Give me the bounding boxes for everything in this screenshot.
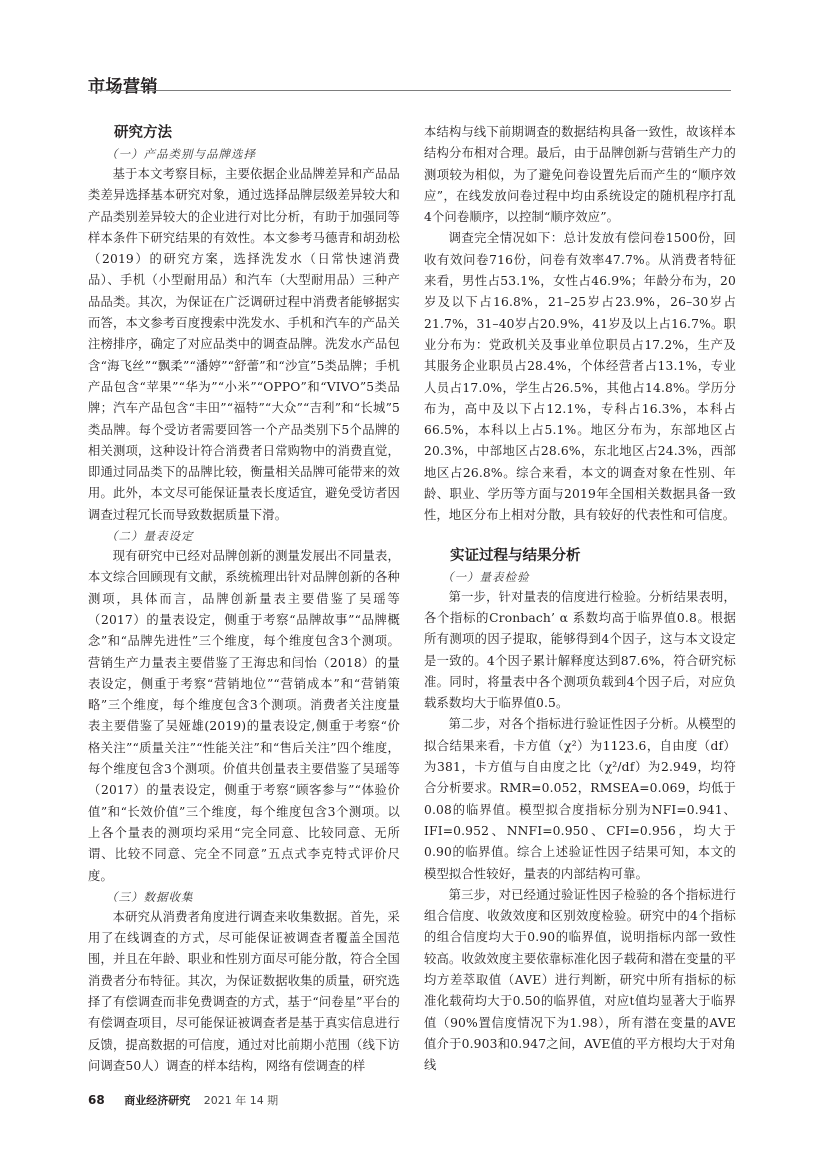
subheading-product-brand: （一）产品类别与品牌选择 [106,147,256,161]
paragraph: 第二步，对各个指标进行验证性因子分析。从模型的拟合结果来看，卡方值（χ²）为1123.6，自由度（df）为381，卡方值与自由度之比（χ²/df）为2.949，均符合分析要求。RMR=0.052，RMSEA=0.069，均低于0.08的临界值。模型拟合度指标分别为NFI=0.941、IFI=0.952、NNFI=0.950、CFI=0.956，均大于0.90的临界值。综合上述验证性因子结果可知，本文的模型拟合性较好，量表的内部结构可靠。 [424,717,736,881]
subheading-scale-test: （一）量表检验 [442,569,530,584]
paragraph: 基于本文考察目标，主要依据企业品牌差异和产品品类差异选择基本研究对象，通过选择品牌层级差异较大和产品类别差异较大的企业进行对比分析，有助于加强同等样本条件下研究结果的有效性。本文参考马德青和胡劲松（2019）的研究方案，选择洗发水（日常快速消费品）、手机（小型耐用品）和汽车（大型耐用品）三种产品品类。其次，为保证在广泛调研过程中消费者能够据实而答，本文参考百度搜索中洗发水、手机和汽车的产品关注榜排序，确定了对应品类中的调查品牌。洗发水产品包含“海飞丝”“飘柔”“潘婷”“舒蕾”和“沙宣”5类品牌；手机产品包含“苹果”“华为”“小米”“OPPO”和“VIVO”5类品牌；汽车产品包含“丰田”“福特”“大众”“吉利”和“长城”5类品牌。每个受访者需要回答一个产品类别下5个品牌的相关测项，这种设计符合消费者日常购物中的消费直觉，即通过同品类下的品牌比较，衡量相关品牌可能带来的效用。此外，本文尽可能保证量表长度适宜，避免受访者因调查过程冗长而导致数据质量下滑。 [88,167,400,522]
section-label: 市场营销 [88,77,158,97]
paragraph: 第一步，针对量表的信度进行检验。分析结果表明，各个指标的Cronbach’ α 系数均高于临界值0.8。根据所有测项的因子提取，能够得到4个因子，这与本文设定是一致的。4个因子累计解释度达到87.6%，符合研究标准。同时，将量表中各个测项负载到4个因子后，对应负载系数均大于临界值0.5。 [424,589,736,711]
section-heading-empirical: 实证过程与结果分析 [450,547,581,564]
page-number: 68 [88,1093,105,1107]
subheading-scale-setting: （二）量表设定 [106,529,194,544]
paragraph: 调查完全情况如下：总计发放有偿问卷1500份，回收有效问卷716份，问卷有效率47.7%。从消费者特征来看，男性占53.1%，女性占46.9%；年龄分布为，20岁及以下占16.8%，21–25岁占23.9%，26–30岁占21.7%，31–40岁占20.9%，41岁及以上占16.7%。职业分布为：党政机关及事业单位职员占17.2%，生产及其服务企业职员占28.4%，个体经营者占13.1%，专业人员占17.0%，学生占26.5%，其他占14.8%。学历分布为，高中及以下占12.1%，专科占16.3%，本科占66.5%，本科以上占5.1%。地区分布为，东部地区占20.3%，中部地区占28.6%，东北地区占24.3%，西部地区占26.8%。综合来看，本文的调查对象在性别、年龄、职业、学历等方面与2019年全国相关数据具备一致性，地区分布上相对分散，具有较好的代表性和可信度。 [424,231,736,523]
header-rule [88,90,731,91]
left-column [88,122,400,1077]
paragraph: 本研究从消费者角度进行调查来收集数据。首先，采用了在线调查的方式，尽可能保证被调查者覆盖全国范围，并且在年龄、职业和性别方面尽可能分散，符合全国消费者分布特征。其次，为保证数据收集的质量，研究选择了有偿调查而非免费调查的方式，基于“问卷星”平台的有偿调查项目，尽可能保证被调查者是基于真实信息进行反馈，提高数据的可信度，通过对比前期小范围（线下访问调查50人）调查的样本结构，网络有偿调查的样 [88,909,400,1073]
page-footer [88,1092,278,1108]
subheading-data-collection: （三）数据收集 [106,889,194,904]
issue-info: 2021 年 14 期 [203,1094,279,1107]
section-heading-methods: 研究方法 [114,125,172,141]
paragraph: 第三步，对已经通过验证性因子检验的各个指标进行组合信度、收敛效度和区别效度检验。研究中的4个指标的组合信度均大于0.90的临界值，说明指标内部一致性较高。收敛效度主要依靠标准化因子载荷和潜在变量的平均方差萃取值（AVE）进行判断，研究中所有指标的标准化载荷均大于0.50的临界值，对应t值均显著大于临界值（90%置信度情况下为1.98），所有潜在变量的AVE值介于0.903和0.947之间，AVE值的平方根均大于对角线 [424,887,736,1073]
journal-name: 商业经济研究 [124,1094,191,1107]
spacer [424,527,736,545]
right-column [424,122,736,1076]
paragraph: 本结构与线下前期调查的数据结构具备一致性，故该样本结构分布相对合理。最后，由于品牌创新与营销生产力的测项较为相似，为了避免问卷设置先后而产生的“顺序效应”，在线发放问卷过程中均由系统设定的随机程序打乱4个问卷顺序，以控制“顺序效应”。 [424,125,736,225]
paragraph: 现有研究中已经对品牌创新的测量发展出不同量表，本文综合回顾现有文献，系统梳理出针对品牌创新的各种测项，具体而言，品牌创新量表主要借鉴了吴瑶等（2017）的量表设定，侧重于考察“品牌故事”“品牌概念”和“品牌先进性”三个维度，每个维度包含3个测项。营销生产力量表主要借鉴了王海忠和闫怡（2018）的量表设定，侧重于考察“营销地位”“营销成本”和“营销策略”三个维度，每个维度包含3个测项。消费者关注度量表主要借鉴了吴娅雄(2019)的量表设定,侧重于考察“价格关注”“质量关注”“性能关注”和“售后关注”四个维度，每个维度包含3个测项。价值共创量表主要借鉴了吴瑶等（2017）的量表设定，侧重于考察“顾客参与”“体验价值”和“长效价值”三个维度，每个维度包含3个测项。以上各个量表的测项均采用“完全同意、比较同意、无所谓、比较不同意、完全不同意”五点式李克特式评价尺度。 [88,549,400,883]
